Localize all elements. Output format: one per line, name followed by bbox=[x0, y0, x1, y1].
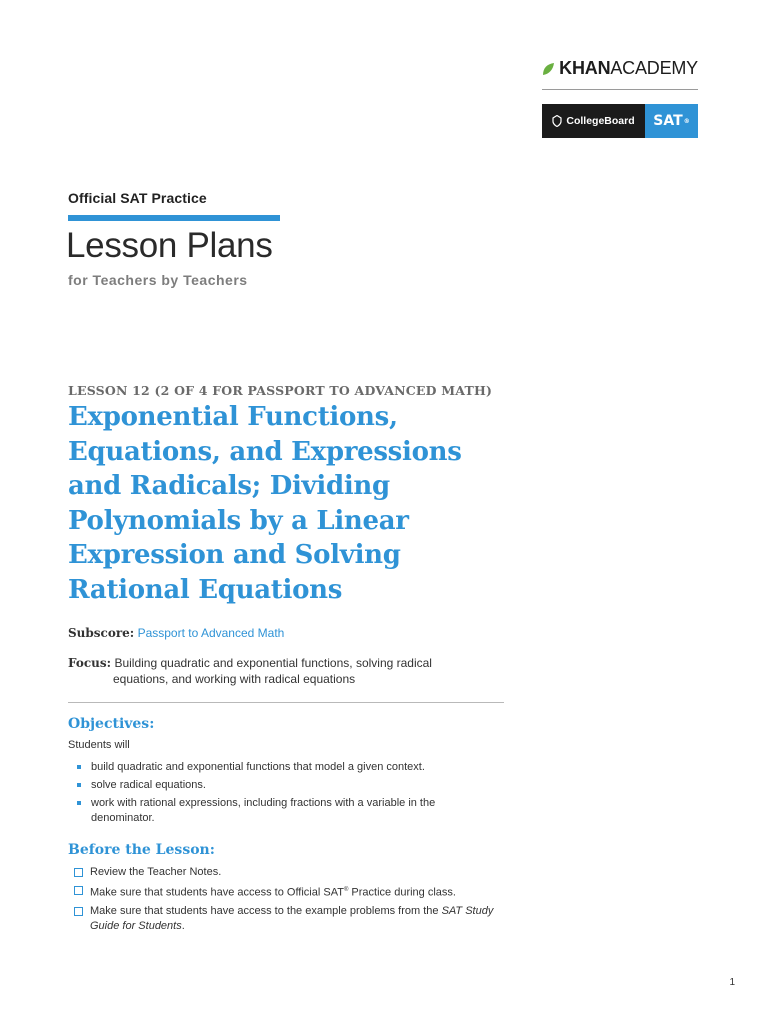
checkbox-icon bbox=[74, 907, 83, 916]
focus-text-line2: equations, and working with radical equations bbox=[113, 672, 356, 686]
study-guide-title: SAT Study Guide for Students bbox=[90, 904, 494, 932]
acorn-icon bbox=[552, 115, 562, 127]
list-item bbox=[77, 760, 497, 775]
document-subtitle: for Teachers by Teachers bbox=[68, 272, 248, 288]
subscore-value: Passport to Advanced Math bbox=[137, 626, 285, 640]
subscore bbox=[68, 626, 284, 640]
objectives-list bbox=[77, 760, 497, 829]
series-label: Official SAT Practice bbox=[68, 190, 207, 206]
before-lesson-heading: Before the Lesson: bbox=[68, 842, 215, 858]
checklist-item-text: Make sure that students have access to the example problems from the bbox=[90, 904, 442, 917]
checklist-item-text: Review the Teacher Notes. bbox=[90, 866, 222, 878]
focus-text-line1: Building quadratic and exponential functions, solving radical bbox=[114, 656, 432, 670]
checkbox-icon bbox=[74, 868, 83, 877]
bullet-icon bbox=[77, 783, 81, 787]
list-item-text: build quadratic and exponential functions that model a given context. bbox=[91, 761, 425, 773]
focus bbox=[68, 655, 488, 687]
list-item-text: work with rational expressions, including fractions with a variable in the denominator. bbox=[91, 797, 436, 824]
list-item bbox=[77, 796, 497, 826]
section-divider bbox=[68, 702, 504, 703]
registered-mark: ® bbox=[683, 117, 690, 125]
sat-badge bbox=[645, 104, 698, 138]
lesson-title-line: Rational Equations bbox=[68, 574, 343, 605]
bullet-icon bbox=[77, 801, 81, 805]
lesson-title-line: Equations, and Expressions bbox=[68, 436, 462, 467]
lesson-title-line: and Radicals; Dividing bbox=[68, 471, 390, 501]
focus-label: Focus: bbox=[68, 656, 112, 670]
list-item-text: solve radical equations. bbox=[91, 779, 206, 791]
lesson-title-line: Polynomials by a Linear bbox=[68, 505, 409, 536]
document-title: Lesson Plans bbox=[66, 226, 273, 265]
bullet-icon bbox=[77, 765, 81, 769]
collegeboard-sat-logo bbox=[542, 104, 698, 138]
subscore-label: Subscore: bbox=[68, 626, 135, 640]
collegeboard-text: CollegeBoard bbox=[566, 115, 635, 127]
khan-academy-wordmark: KHANACADEMY bbox=[559, 58, 698, 78]
checklist-item-text: Make sure that students have access to Official SAT bbox=[90, 886, 344, 899]
objectives-heading: Objectives: bbox=[68, 716, 155, 732]
khan-academy-logo bbox=[541, 58, 698, 79]
checkbox-icon bbox=[74, 886, 83, 895]
before-lesson-checklist bbox=[74, 865, 504, 937]
lesson-title bbox=[68, 400, 508, 607]
lesson-title-line: Expression and Solving bbox=[68, 540, 401, 570]
objectives-intro: Students will bbox=[68, 739, 130, 751]
accent-bar bbox=[68, 215, 280, 221]
lesson-label: LESSON 12 (2 OF 4 FOR PASSPORT TO ADVANCED MATH) bbox=[68, 383, 493, 398]
leaf-icon bbox=[541, 62, 555, 76]
checklist-item bbox=[74, 904, 504, 934]
page-number: 1 bbox=[729, 977, 735, 988]
collegeboard-logo bbox=[542, 104, 645, 138]
checklist-item bbox=[74, 883, 504, 901]
lesson-title-line: Exponential Functions, bbox=[68, 402, 398, 432]
sat-text: SAT bbox=[653, 113, 683, 129]
checklist-item-text: Practice during class. bbox=[348, 886, 456, 899]
checklist-item-text: . bbox=[181, 919, 185, 932]
list-item bbox=[77, 778, 497, 793]
registered-mark: ® bbox=[343, 887, 349, 893]
brand-divider bbox=[542, 89, 698, 90]
checklist-item bbox=[74, 865, 504, 880]
